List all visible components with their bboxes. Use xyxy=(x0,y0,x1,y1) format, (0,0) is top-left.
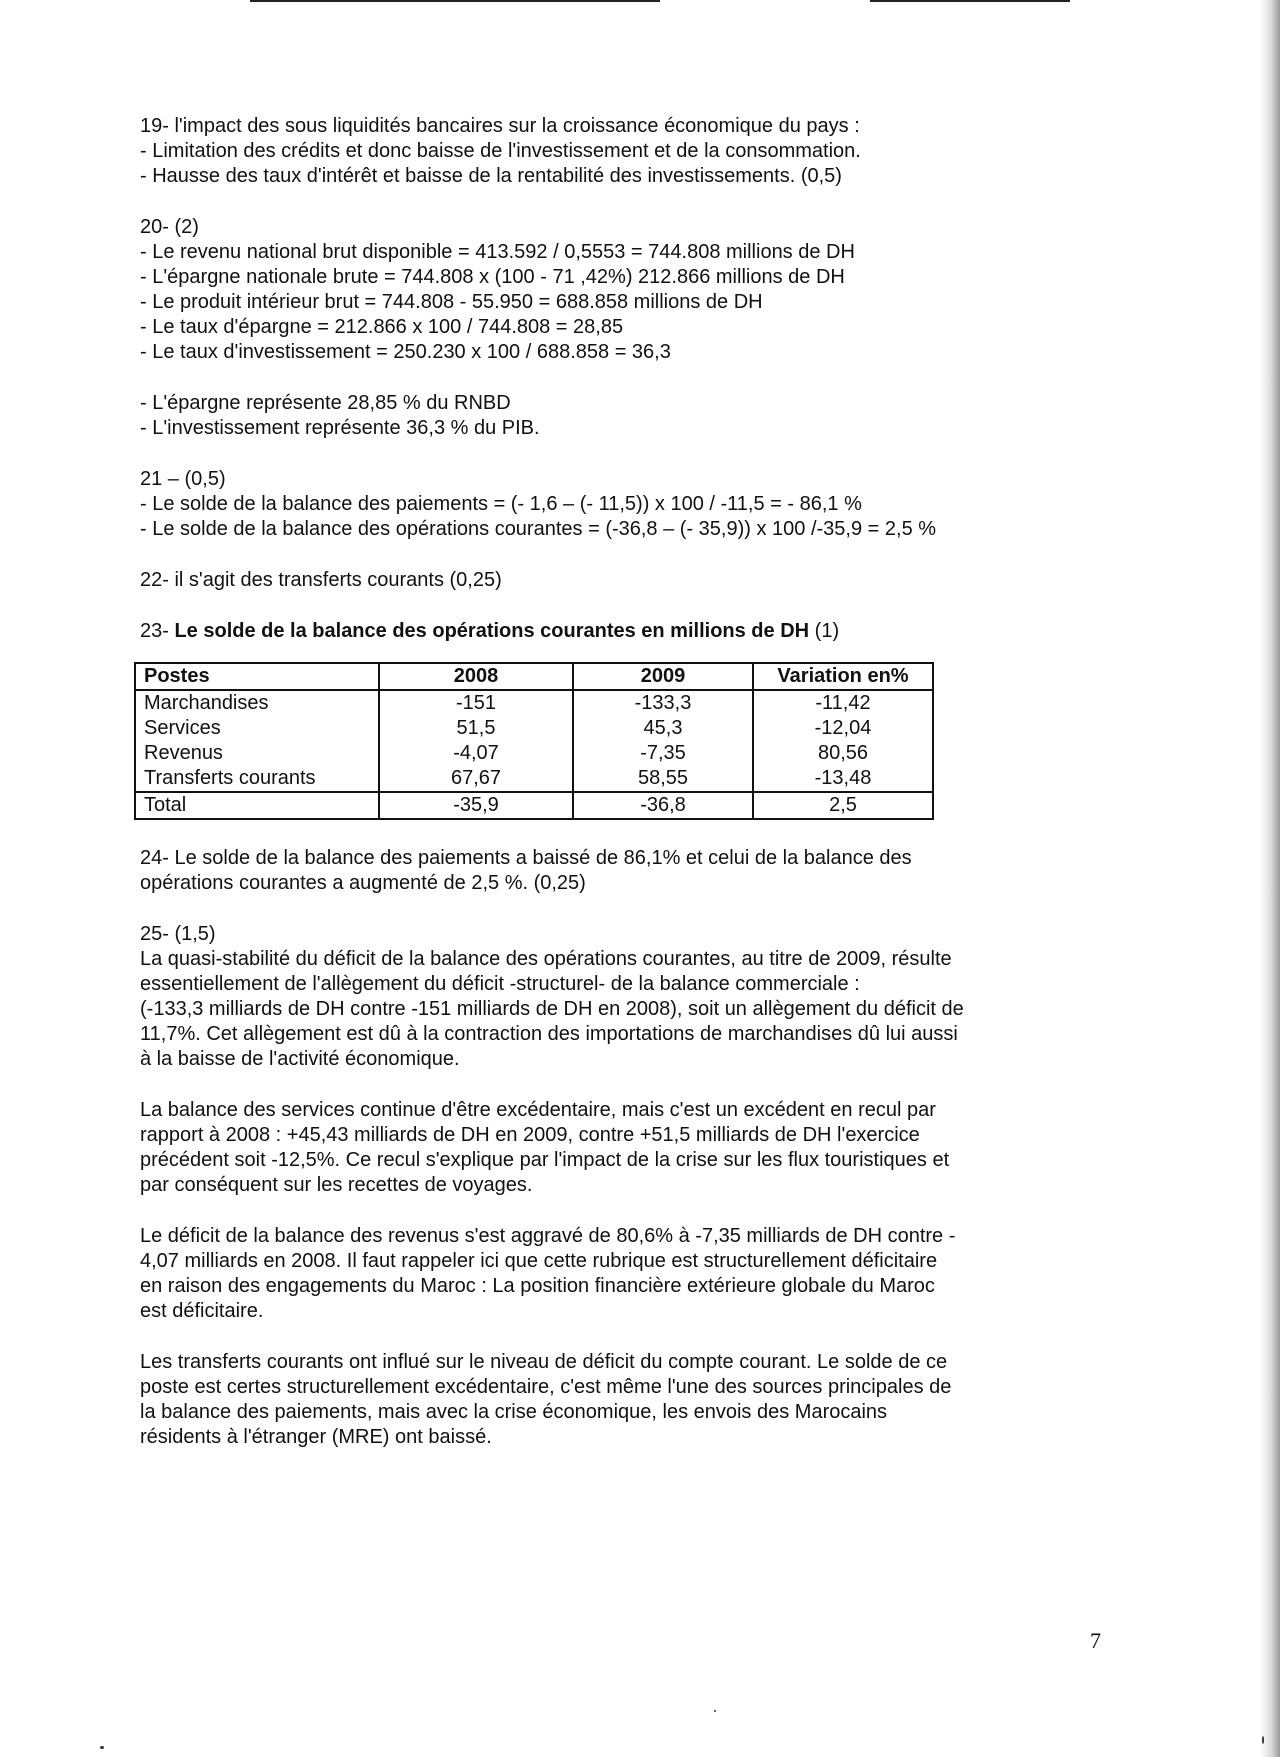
table-header-row xyxy=(135,663,933,690)
question-20-summary-line: - L'investissement représente 36,3 % du PIB. xyxy=(140,417,540,439)
balance-table xyxy=(134,662,934,820)
table-total-cell: Total xyxy=(135,792,379,819)
table-cell: -11,42 xyxy=(753,690,933,716)
table-cell: Transferts courants xyxy=(135,766,379,792)
question-25-line: est déficitaire. xyxy=(140,1300,264,1322)
table-cell: -4,07 xyxy=(379,741,573,766)
question-25-line: par conséquent sur les recettes de voyages. xyxy=(140,1174,533,1196)
table-row xyxy=(135,766,933,792)
table-row xyxy=(135,716,933,741)
table-cell: Marchandises xyxy=(135,690,379,716)
question-25-line: à la baisse de l'activité économique. xyxy=(140,1048,460,1070)
top-rule-right xyxy=(870,0,1070,2)
question-25-p2 xyxy=(140,1098,1140,1198)
question-20-line: - L'épargne nationale brute = 744.808 x (100 - 71 ,42%) 212.866 millions de DH xyxy=(140,266,845,288)
table-cell: 67,67 xyxy=(379,766,573,792)
question-25-line: 11,7%. Cet allègement est dû à la contraction des importations de marchandises dû lui aussi xyxy=(140,1023,958,1045)
table-cell: 80,56 xyxy=(753,741,933,766)
question-25-line: essentiellement de l'allègement du déficit -structurel- de la balance commerciale : xyxy=(140,973,860,995)
table-row xyxy=(135,690,933,716)
table-row xyxy=(135,741,933,766)
question-19-line: - Limitation des crédits et donc baisse de l'investissement et de la consommation. xyxy=(140,140,861,162)
top-rule-left xyxy=(250,0,660,2)
question-25-p4 xyxy=(140,1350,1140,1450)
question-19-line: - Hausse des taux d'intérêt et baisse de la rentabilité des investissements. (0,5) xyxy=(140,165,842,187)
table-total-row xyxy=(135,792,933,819)
table-cell: -7,35 xyxy=(573,741,753,766)
question-25-p1 xyxy=(140,922,1140,1072)
question-22 xyxy=(140,568,1140,593)
question-22-text: 22- il s'agit des transferts courants (0,25) xyxy=(140,569,502,591)
question-20-title: 20- (2) xyxy=(140,216,199,238)
question-25-p3 xyxy=(140,1224,1140,1324)
question-21-line: - Le solde de la balance des opérations courantes = (-36,8 – (- 35,9)) x 100 /-35,9 = 2,5 % xyxy=(140,518,937,540)
question-20 xyxy=(140,215,1140,365)
scan-speck xyxy=(1262,1736,1264,1744)
table-total-cell: -35,9 xyxy=(379,792,573,819)
table-cell: 51,5 xyxy=(379,716,573,741)
question-25-title: 25- (1,5) xyxy=(140,923,216,945)
question-25-line: rapport à 2008 : +45,43 milliards de DH en 2009, contre +51,5 milliards de DH l'exercice xyxy=(140,1124,920,1146)
table-cell: Revenus xyxy=(135,741,379,766)
table-cell: -13,48 xyxy=(753,766,933,792)
table-cell: -133,3 xyxy=(573,690,753,716)
question-25-line: résidents à l'étranger (MRE) ont baissé. xyxy=(140,1426,492,1448)
question-25-line: 4,07 milliards en 2008. Il faut rappeler ici que cette rubrique est structurellement déficitaire xyxy=(140,1250,938,1272)
table-cell: 58,55 xyxy=(573,766,753,792)
question-20-line: - Le revenu national brut disponible = 413.592 / 0,5553 = 744.808 millions de DH xyxy=(140,241,855,263)
question-20-line: - Le taux d'épargne = 212.866 x 100 / 744.808 = 28,85 xyxy=(140,316,624,338)
question-25-line: La balance des services continue d'être excédentaire, mais c'est un excédent en recul par xyxy=(140,1099,936,1121)
question-19-title: 19- l'impact des sous liquidités bancaires sur la croissance économique du pays : xyxy=(140,115,860,137)
table-header-cell: 2008 xyxy=(379,663,573,690)
scan-speck xyxy=(100,1746,104,1749)
document-body xyxy=(140,114,1140,1476)
question-25-line: (-133,3 milliards de DH contre -151 milliards de DH en 2008), soit un allègement du déficit de xyxy=(140,998,964,1020)
question-25-line: Le déficit de la balance des revenus s'est aggravé de 80,6% à -7,35 milliards de DH contre - xyxy=(140,1225,956,1247)
question-21-line: - Le solde de la balance des paiements = (- 1,6 – (- 11,5)) x 100 / -11,5 = - 86,1 % xyxy=(140,493,862,515)
table-total-cell: -36,8 xyxy=(573,792,753,819)
scan-speck xyxy=(714,1710,716,1712)
question-24-line: opérations courantes a augmenté de 2,5 %. (0,25) xyxy=(140,872,586,894)
question-20-line: - Le taux d'investissement = 250.230 x 100 / 688.858 = 36,3 xyxy=(140,341,671,363)
question-19 xyxy=(140,114,1140,189)
question-25-line: précédent soit -12,5%. Ce recul s'explique par l'impact de la crise sur les flux touristiques et xyxy=(140,1149,950,1171)
scan-edge-shadow xyxy=(1260,0,1280,1757)
question-25-line: la balance des paiements, mais avec la crise économique, les envois des Marocains xyxy=(140,1401,888,1423)
question-23-points: (1) xyxy=(814,620,840,642)
table-cell: Services xyxy=(135,716,379,741)
question-20-summary xyxy=(140,391,1140,441)
question-21 xyxy=(140,467,1140,542)
question-24-line: 24- Le solde de la balance des paiements a baissé de 86,1% et celui de la balance des xyxy=(140,847,912,869)
table-cell: -151 xyxy=(379,690,573,716)
question-25-line: en raison des engagements du Maroc : La position financière extérieure globale du Maroc xyxy=(140,1275,935,1297)
question-23-heading xyxy=(140,619,1140,644)
table-header-cell: Variation en% xyxy=(753,663,933,690)
question-25-line: Les transferts courants ont influé sur le niveau de déficit du compte courant. Le solde de ce xyxy=(140,1351,948,1373)
question-23-number: 23- xyxy=(140,620,169,642)
question-20-summary-line: - L'épargne représente 28,85 % du RNBD xyxy=(140,392,511,414)
question-25-line: poste est certes structurellement excédentaire, c'est même l'une des sources principales de xyxy=(140,1376,952,1398)
table-header-cell: 2009 xyxy=(573,663,753,690)
table-cell: 45,3 xyxy=(573,716,753,741)
question-20-line: - Le produit intérieur brut = 744.808 - 55.950 = 688.858 millions de DH xyxy=(140,291,763,313)
page-number: 7 xyxy=(1090,1628,1101,1653)
question-21-title: 21 – (0,5) xyxy=(140,468,226,490)
question-24 xyxy=(140,846,1140,896)
table-header-cell: Postes xyxy=(135,663,379,690)
question-25-line: La quasi-stabilité du déficit de la balance des opérations courantes, au titre de 2009, résulte xyxy=(140,948,952,970)
question-23-title: Le solde de la balance des opérations courantes en millions de DH xyxy=(174,620,810,642)
table-cell: -12,04 xyxy=(753,716,933,741)
table-total-cell: 2,5 xyxy=(753,792,933,819)
